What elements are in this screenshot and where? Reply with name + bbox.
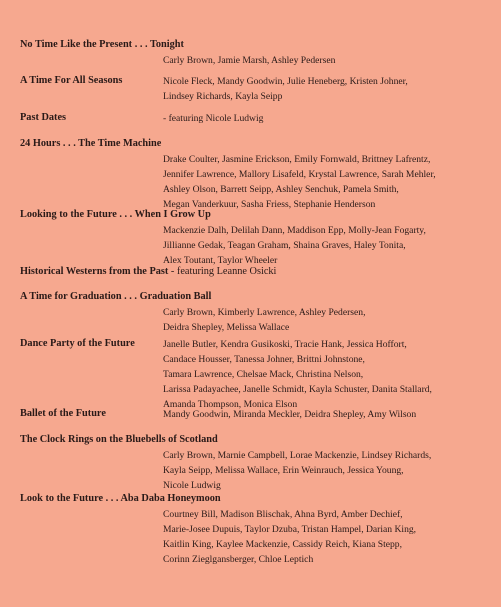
names-line: Jennifer Lawrence, Mallory Lisafeld, Krystal Lawrence, Sarah Mehler, <box>163 169 436 180</box>
names-line: Megan Vanderkuur, Sasha Friess, Stephanie Henderson <box>163 199 376 210</box>
program-entry <box>20 290 490 335</box>
names-line: - featuring Nicole Ludwig <box>163 113 264 124</box>
entry-title <box>20 265 490 279</box>
entry-names <box>163 152 490 212</box>
entry-names <box>163 407 416 422</box>
program-entry <box>20 137 490 212</box>
names-line: Kayla Seipp, Melissa Wallace, Erin Weinrauch, Jessica Young, <box>163 465 404 476</box>
names-line: Carly Brown, Kimberly Lawrence, Ashley Pedersen, <box>163 307 366 318</box>
names-line: Kaitlin King, Kaylee Mackenzie, Cassidy Reich, Kiana Stepp, <box>163 539 402 550</box>
entry-title: Look to the Future . . . Aba Daba Honeymoon <box>20 493 221 504</box>
names-line: Courtney Bill, Madison Blischak, Ahna Byrd, Amber Dechief, <box>163 509 403 520</box>
program-entry <box>20 208 490 268</box>
entry-title: Dance Party of the Future <box>20 338 135 349</box>
entry-names <box>163 337 432 412</box>
names-line: Carly Brown, Marnie Campbell, Lorae Mackenzie, Lindsey Richards, <box>163 450 432 461</box>
names-line: Janelle Butler, Kendra Gusikoski, Tracie Hank, Jessica Hoffort, <box>163 339 407 350</box>
program-entry <box>20 265 490 279</box>
entry-feature: - featuring Leanne Osicki <box>168 266 277 277</box>
program-entry <box>20 492 490 567</box>
entry-title: Looking to the Future . . . When I Grow Up <box>20 209 211 220</box>
program-entry <box>20 433 490 493</box>
entry-title: 24 Hours . . . The Time Machine <box>20 138 162 149</box>
names-line: Nicole Ludwig <box>163 480 221 491</box>
names-line: Marie-Josee Dupuis, Taylor Dzuba, Tristan Hampel, Darian King, <box>163 524 417 535</box>
program-entry <box>20 38 490 68</box>
names-line: Tamara Lawrence, Chelsae Mack, Christina Nelson, <box>163 369 364 380</box>
entry-title: The Clock Rings on the Bluebells of Scotland <box>20 434 218 445</box>
names-line: Deidra Shepley, Melissa Wallace <box>163 322 290 333</box>
entry-title: Past Dates <box>20 112 67 123</box>
entry-names <box>163 223 490 268</box>
names-line: Mandy Goodwin, Miranda Meckler, Deidra Shepley, Amy Wilson <box>163 409 417 420</box>
names-line: Alex Toutant, Taylor Wheeler <box>163 255 278 266</box>
entry-title: A Time for Graduation . . . Graduation Ball <box>20 291 212 302</box>
entry-title: A Time For All Seasons <box>20 75 123 86</box>
entry-title: Ballet of the Future <box>20 408 106 419</box>
entry-names <box>163 305 490 335</box>
entry-names <box>163 111 263 126</box>
names-line: Ashley Olson, Barrett Seipp, Ashley Senchuk, Pamela Smith, <box>163 184 399 195</box>
names-line: Amanda Thompson, Monica Elson <box>163 399 298 410</box>
entry-title: No Time Like the Present . . . Tonight <box>20 39 184 50</box>
names-line: Nicole Fleck, Mandy Goodwin, Julie Heneberg, Kristen Johner, <box>163 76 408 87</box>
entry-names <box>163 448 490 493</box>
names-line: Candace Housser, Tanessa Johner, Brittni Johnstone, <box>163 354 365 365</box>
names-line: Corinn Zieglgansberger, Chloe Leptich <box>163 554 314 565</box>
entry-title-text: Historical Westerns from the Past <box>20 266 169 277</box>
names-line: Larissa Padayachee, Janelle Schmidt, Kayla Schuster, Danita Stallard, <box>163 384 432 395</box>
entry-names <box>163 53 490 68</box>
entry-names <box>163 507 490 567</box>
names-line: Lindsey Richards, Kayla Seipp <box>163 91 283 102</box>
entry-names <box>163 74 408 104</box>
names-line: Drake Coulter, Jasmine Erickson, Emily Fornwald, Brittney Lafrentz, <box>163 154 431 165</box>
names-line: Jillianne Gedak, Teagan Graham, Shaina Graves, Haley Tonita, <box>163 240 406 251</box>
names-line: Mackenzie Dalh, Delilah Dann, Maddison Epp, Molly-Jean Fogarty, <box>163 225 426 236</box>
names-line: Carly Brown, Jamie Marsh, Ashley Pedersen <box>163 55 336 66</box>
